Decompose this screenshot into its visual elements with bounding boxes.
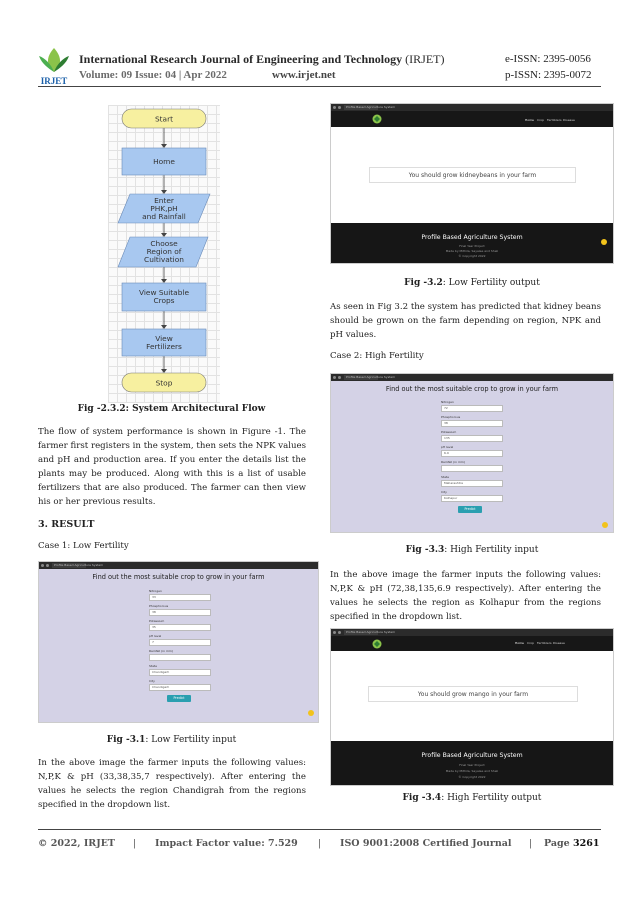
site-footer: Profile Based Agriculture System Final Year Project Made by Mithila, Sayalee and Sheli © Copyright 2022 xyxy=(331,223,613,263)
state-select[interactable]: Maharashtra xyxy=(441,480,503,487)
indicator-dot xyxy=(602,522,608,528)
city-select[interactable]: Chandigarh xyxy=(149,684,211,691)
svg-text:View: View xyxy=(155,334,173,343)
svg-text:PHK,pH: PHK,pH xyxy=(150,204,178,213)
paragraph-fig32: As seen in Fig 3.2 the system has predicted that kidney beans should be grown on the farm depending on region, NPK and pH values. xyxy=(330,302,601,340)
city-select[interactable]: Kolhapur xyxy=(441,495,503,502)
nav-home[interactable]: Home xyxy=(525,118,534,122)
predict-button[interactable]: Predict xyxy=(167,695,191,702)
nav-fertilizers[interactable]: Fertilizers xyxy=(547,118,562,122)
rainfall-input[interactable] xyxy=(149,654,211,661)
predict-button[interactable]: Predict xyxy=(458,506,482,513)
nitrogen-input[interactable]: 33 xyxy=(149,594,211,601)
irjet-logo xyxy=(37,46,71,86)
nav-disease[interactable]: Disease xyxy=(563,118,575,122)
rainfall-input[interactable] xyxy=(441,465,503,472)
nitrogen-input[interactable]: 72 xyxy=(441,405,503,412)
e-issn: e-ISSN: 2395-0056 xyxy=(505,53,591,65)
phosphorous-input[interactable]: 38 xyxy=(441,420,503,427)
paragraph-flow: The flow of system performance is shown in Figure -1. The farmer first registers in the system, then sets the NPK values and pH and production area. If you enter the details list the plants may be produced. Along with this is a list of usable fertilizers that are also produced. The farmer can then view his or her previous results. xyxy=(38,427,306,507)
fig-3-1-screenshot: Profile Based Agriculture System Find out the most suitable crop to grow in your farm Nitrogen 33 Phosphorous 38 Potassium 35 pH level 7 Rainfall (in mm) State Chandigarh City Chandigarh Predict xyxy=(38,561,319,723)
svg-text:and Rainfall: and Rainfall xyxy=(142,212,186,221)
footer-page: Page 3261 xyxy=(544,838,600,849)
fig-3-2-screenshot: Profile Based Agriculture System Home Crop Fertilizers Disease You should grow kidneybeans in your farm Profile Based Agriculture System Final Year Project Made by Mithila, Sayalee and Sheli © Copyright 2022 xyxy=(330,103,614,264)
footer-iso: ISO 9001:2008 Certified Journal xyxy=(340,838,512,849)
svg-text:Choose: Choose xyxy=(150,239,178,248)
fig-2-3-2-caption: Fig -2.3.2: System Architectural Flow xyxy=(77,404,266,414)
volume-issue: Volume: 09 Issue: 04 | Apr 2022 xyxy=(79,69,227,81)
fig-3-1-caption: Fig -3.1: Low Fertility input xyxy=(106,735,237,745)
nav-crop[interactable]: Crop xyxy=(537,118,545,122)
svg-text:View Suitable: View Suitable xyxy=(138,288,190,297)
potassium-input[interactable]: 35 xyxy=(149,624,211,631)
site-footer: Profile Based Agriculture System Final Year Project Made by Mithila, Sayalee and Sheli © Copyright 2022 xyxy=(331,741,613,785)
flow-enter-l1: Enter xyxy=(154,196,174,205)
svg-text:Region of: Region of xyxy=(146,247,182,256)
svg-text:Fertilizers: Fertilizers xyxy=(146,342,182,351)
section-result: 3. RESULT xyxy=(38,519,95,530)
fig-3-3-screenshot: Profile Based Agriculture System Find out the most suitable crop to grow in your farm Nitrogen 72 Phosphorous 38 Potassium 135 pH level 6.9 Rainfall (in mm) State Maharashtra City Kolhapur Predict xyxy=(330,373,614,533)
scroll-top-button[interactable] xyxy=(601,239,607,245)
svg-text:Crops: Crops xyxy=(153,296,175,305)
footer-rule xyxy=(38,829,601,830)
result-output: You should grow mango in your farm xyxy=(368,686,578,702)
form-title: Find out the most suitable crop to grow in your farm xyxy=(92,573,265,581)
footer-impact: Impact Factor value: 7.529 xyxy=(155,838,298,849)
result-output: You should grow kidneybeans in your farm xyxy=(369,167,576,183)
flow-home-label: Home xyxy=(153,157,175,166)
flow-start-label: Start xyxy=(154,114,174,124)
paragraph-case1: In the above image the farmer inputs the following values: N,P,K & pH (33,38,35,7 respectively). After entering the values he selects the region Chandigrah from the regions specified in the dropdown list. xyxy=(38,758,306,810)
p-issn: p-ISSN: 2395-0072 xyxy=(505,69,592,81)
nav-crop[interactable]: Crop xyxy=(527,641,535,645)
flow-stop-label: Stop xyxy=(155,378,173,388)
case-1-label: Case 1: Low Fertility xyxy=(38,541,129,551)
potassium-input[interactable]: 135 xyxy=(441,435,503,442)
fig-3-4-screenshot: Profile Based Agriculture System Home Crop Fertilizers Disease You should grow mango in your farm Profile Based Agriculture System Final Year Project Made by Mithila, Sayalee and Sheli © Copyright 2022 xyxy=(330,628,614,786)
header-rule xyxy=(38,86,601,87)
flowchart xyxy=(108,105,220,403)
nav-fertilizers[interactable]: Fertilizers xyxy=(537,641,552,645)
site-logo-icon xyxy=(371,639,383,649)
flowchart-grid xyxy=(108,105,220,403)
svg-text:IRJET: IRJET xyxy=(40,76,68,86)
indicator-dot xyxy=(308,710,314,716)
footer-copyright: © 2022, IRJET xyxy=(38,838,116,849)
phosphorous-input[interactable]: 38 xyxy=(149,609,211,616)
fig-3-4-caption: Fig -3.4: High Fertility output xyxy=(402,793,542,803)
journal-title: International Research Journal of Engineering and Technology (IRJET) xyxy=(79,52,445,66)
svg-text:Cultivation: Cultivation xyxy=(144,255,184,264)
nav-disease[interactable]: Disease xyxy=(553,641,565,645)
ph-input[interactable]: 6.9 xyxy=(441,450,503,457)
case-2-label: Case 2: High Fertility xyxy=(330,351,424,361)
fig-3-3-caption: Fig -3.3: High Fertility input xyxy=(405,545,539,555)
fig-3-2-caption: Fig -3.2: Low Fertility output xyxy=(404,278,540,288)
nav-home[interactable]: Home xyxy=(515,641,524,645)
paragraph-case2: In the above image the farmer inputs the following values: N,P,K & pH (72,38,135,6.9 respectively). After entering the values he selects the region as Kolhapur from the regions specified in the dropdown list. xyxy=(330,570,601,622)
site-logo-icon xyxy=(371,114,383,124)
state-select[interactable]: Chandigarh xyxy=(149,669,211,676)
ph-input[interactable]: 7 xyxy=(149,639,211,646)
website[interactable]: www.irjet.net xyxy=(272,69,336,81)
